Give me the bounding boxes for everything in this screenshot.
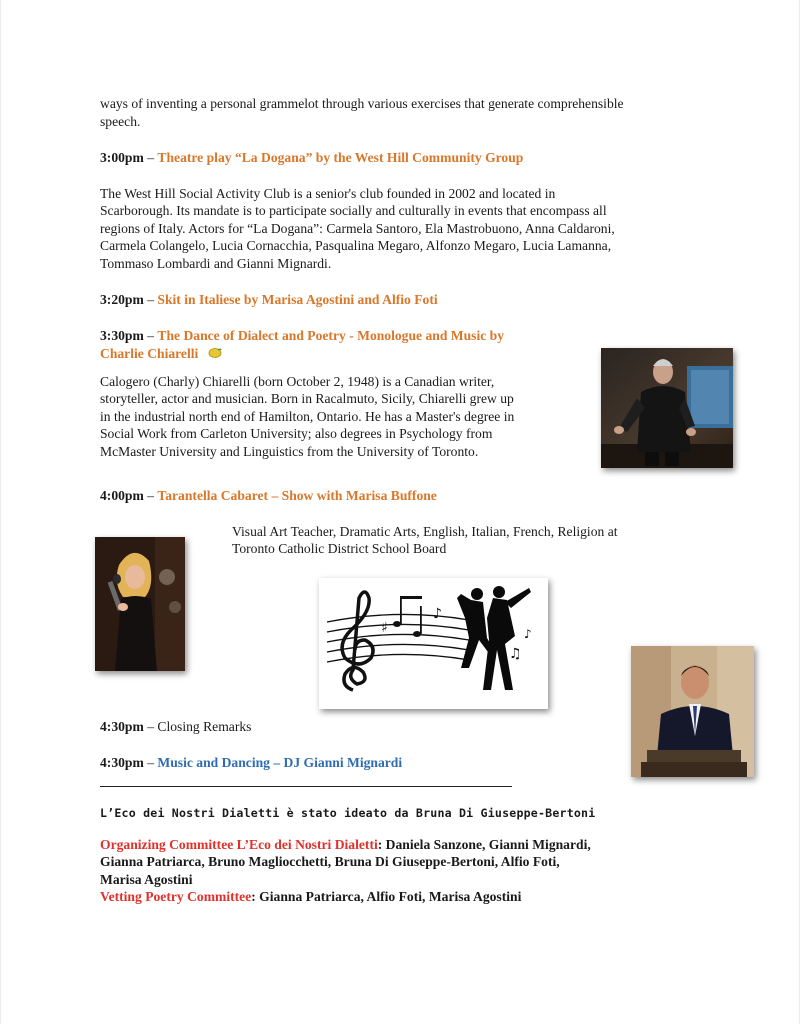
event-heading-300 [100,149,523,166]
committee-line-3: Marisa Agostini [100,871,193,887]
chiarelli-line: storyteller, actor and musician. Born in Racalmuto, Sicily, Chiarelli grew up [100,391,514,407]
westhill-line: Scarborough. Its mandate is to participate socially and culturally in events that encompass all [100,203,607,219]
westhill-line: Tommaso Lombardi and Gianni Mignardi. [100,255,332,271]
intro-line-1: ways of inventing a personal grammelot through various exercises that generate comprehensible [100,96,624,111]
event-time: 4:30pm [100,755,144,770]
event-heading-430-music [100,754,402,771]
committee-line-1 [100,836,591,853]
event-heading-430-closing [100,718,251,735]
chiarelli-paragraph [100,373,514,460]
event-time: 3:00pm [100,150,144,165]
svg-text:♫: ♫ [509,646,522,662]
event-time: 3:20pm [100,292,144,307]
westhill-paragraph [100,185,615,272]
chiarelli-line: McMaster University and Linguistics from the University of Toronto. [100,443,479,459]
credit-line: L’Eco dei Nostri Dialetti è stato ideato da Bruna Di Giuseppe-Bertoni [100,806,596,820]
chiarelli-line: Social Work from Carleton University; also degrees in Psychology from [100,426,493,442]
svg-text:♪: ♪ [433,606,442,622]
event-title: Theatre play “La Dogana” by the West Hill Community Group [157,150,524,165]
event-dash: – [143,328,158,343]
event-title: The Dance of Dialect and Poetry - Monologue and Music by [157,328,505,343]
buffone-photo [95,537,185,671]
event-title: Skit in Italiese by Marisa Agostini and Alfio Foti [157,292,438,307]
event-dash: – [143,719,158,734]
event-time: 4:00pm [100,488,144,503]
westhill-line: regions of Italy. Actors for “La Dogana”: Carmela Santoro, Ela Mastrobuono, Anna Caldaroni, [100,220,615,236]
committee-label: Organizing Committee L’Eco dei Nostri Dialetti [100,837,378,852]
divider-line [100,786,512,787]
event-dash: – [143,488,158,503]
buffone-paragraph [232,523,618,558]
vetting-label: Vetting Poetry Committee [100,889,252,905]
committee-names: Daniela Sanzone, Gianni Mignardi, [382,837,591,852]
event-dash: – [143,292,158,307]
committee-line-2: Gianna Patriarca, Bruno Magliocchetti, Bruna Di Giuseppe-Bertoni, Alfio Foti, [100,854,560,870]
event-dash: – [143,755,158,770]
event-title: Music and Dancing – DJ Gianni Mignardi [157,755,403,770]
event-heading-330 [100,327,504,344]
vetting-committee [100,888,591,905]
intro-line-2: speech. [100,114,141,129]
chiarelli-line: in the industrial north end of Hamilton, Ontario. He has a Master's degree in [100,408,515,424]
vetting-names: : Gianna Patriarca, Alfio Foti, Marisa Agostini [251,889,522,905]
event-heading-330-line2 [100,345,222,363]
svg-text:♪: ♪ [524,627,532,641]
chiarelli-photo [601,348,733,468]
event-dash: – [143,150,158,165]
mignardi-photo [631,646,754,777]
lemon-icon [208,346,222,363]
event-heading-400 [100,487,437,504]
westhill-line: The West Hill Social Activity Club is a senior's club founded in 2002 and located in [100,186,556,201]
chiarelli-line: Calogero (Charly) Chiarelli (born October 2, 1948) is a Canadian writer, [100,374,495,389]
music-dance-illustration [319,578,548,709]
svg-text:♯: ♯ [381,620,388,636]
committee-colon: : [377,837,383,852]
event-time: 4:30pm [100,719,144,734]
event-title: Tarantella Cabaret – Show with Marisa Buffone [157,488,437,503]
event-title-cont: Charlie Chiarelli [100,346,199,361]
event-heading-320 [100,291,438,308]
buffone-line: Toronto Catholic District School Board [232,541,447,557]
event-title: Closing Remarks [157,719,252,734]
organizing-committee [100,836,591,906]
westhill-line: Carmela Colangelo, Lucia Cornacchia, Pasqualina Megaro, Alfonzo Megaro, Lucia Lamanna, [100,238,612,254]
event-time: 3:30pm [100,328,144,343]
buffone-line: Visual Art Teacher, Dramatic Arts, English, Italian, French, Religion at [232,524,618,539]
